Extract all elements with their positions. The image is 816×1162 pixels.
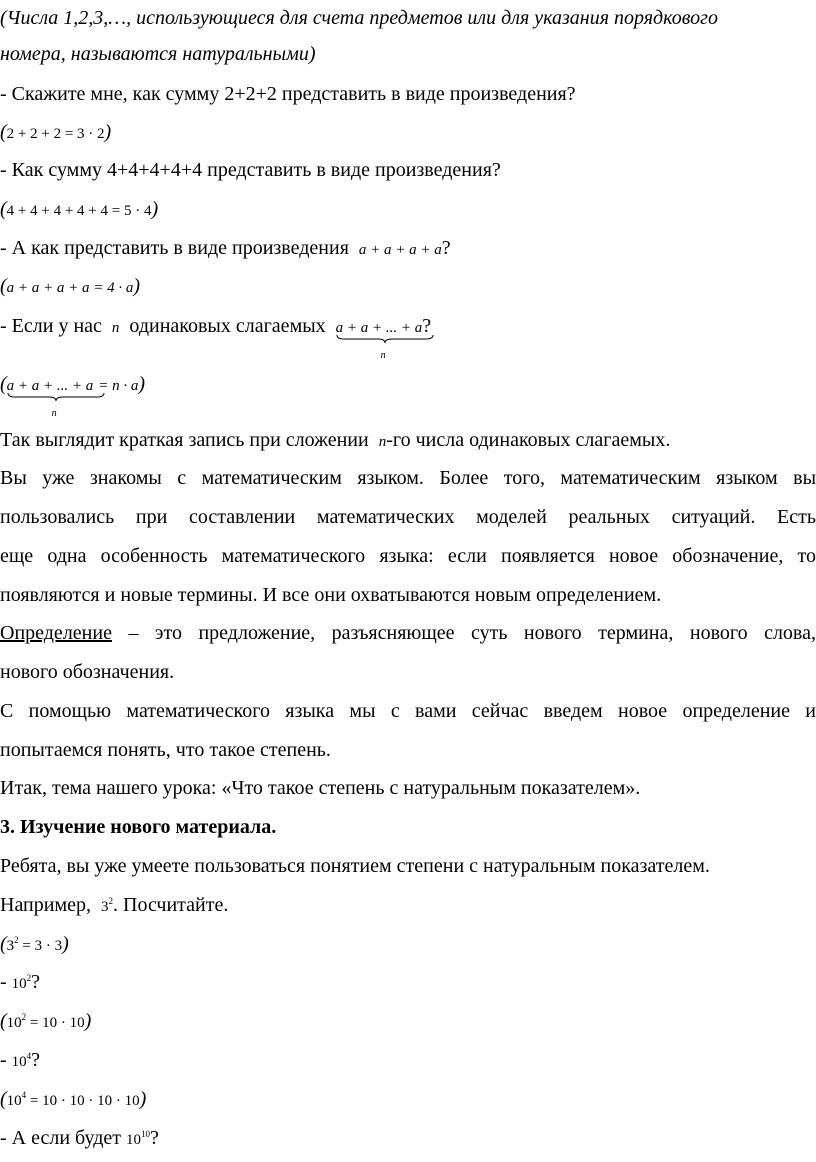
formula: $10^4$	[11, 1051, 32, 1070]
question-6: - $10^4$?	[0, 1049, 41, 1071]
formula: $10^2 = 10 \cdot 10$	[6, 1012, 85, 1031]
underbrace-icon	[336, 334, 434, 344]
paragraph-4-line-1: С помощью математического языка мы с вами сейчас введем новое определение и	[0, 700, 816, 722]
expansion-1: $(3^2 = 3 \cdot 3)$	[0, 933, 69, 955]
expansion-3: $(10^4 = 10 \cdot 10 \cdot 10 \cdot 10)$	[0, 1088, 147, 1110]
question-7: - А если будет $10^{10}$?	[0, 1127, 159, 1149]
question-4: - Если у нас n одинаковых слагаемых a + a + ... + a n ?	[0, 314, 431, 340]
formula: $10^4 = 10 \cdot 10 \cdot 10 \cdot 10$	[6, 1090, 140, 1109]
formula: $3^2 = 3 \cdot 3$	[6, 935, 63, 954]
paragraph-2-line-4: появляются и новые термины. И все они охватываются новым определением.	[0, 584, 662, 606]
paragraph-2-line-1: Вы уже знакомы с математическим языком. Более того, математическим языком вы	[0, 467, 816, 489]
intro-line-1: (Числа 1,2,3,…, использующиеся для счета предметов или для указания порядкового	[0, 7, 718, 29]
paragraph-1: Так выглядит краткая запись при сложении n-го числа одинаковых слагаемых.	[0, 429, 671, 451]
underbrace-icon	[7, 392, 105, 402]
formula: 2 + 2 + 2 = 3 · 2	[6, 126, 105, 142]
paragraph-2-line-2: пользовались при составлении математических моделей реальных ситуаций. Есть	[0, 506, 816, 528]
definition-line-1: Определение – это предложение, разъясняющее суть нового термина, нового слова,	[0, 622, 816, 644]
paragraph-6: Ребята, вы уже умеете пользоваться понятием степени с натуральным показателем.	[0, 855, 710, 877]
paragraph-2-line-3: еще одна особенность математического языка: если появляется новое обозначение, то	[0, 545, 816, 567]
answer-4: (a + a + ... + a n = n · a)	[0, 373, 146, 419]
expansion-2: $(10^2 = 10 \cdot 10)$	[0, 1010, 92, 1032]
formula: a + a + a + a = 4 · a	[6, 280, 134, 296]
paragraph-7: Например, $3^2$. Посчитайте.	[0, 894, 229, 916]
question-5: - $10^2$?	[0, 971, 41, 993]
underbrace-expression: a + a + ... + a n	[336, 314, 423, 340]
underbrace-expression: a + a + ... + a n	[7, 372, 94, 398]
formula: $10^{10}$	[126, 1129, 150, 1148]
answer-2: (4 + 4 + 4 + 4 + 4 = 5 · 4)	[0, 198, 159, 220]
paragraph-4-line-2: попытаемся понять, что такое степень.	[0, 739, 331, 761]
question-3: - А как представить в виде произведения a + a + a + a?	[0, 237, 451, 259]
definition-term: Определение	[0, 622, 112, 644]
formula: a + a + a + a	[358, 242, 442, 258]
lesson-topic: Итак, тема нашего урока: «Что такое степень с натуральным показателем».	[0, 777, 641, 799]
intro-line-2: номера, называются натуральными)	[0, 43, 316, 65]
definition-line-2: нового обозначения.	[0, 661, 175, 683]
question-1: - Скажите мне, как сумму 2+2+2 представить в виде произведения?	[0, 83, 576, 105]
section-heading: 3. Изучение нового материала.	[0, 816, 277, 838]
answer-3: (a + a + a + a = 4 · a)	[0, 275, 141, 297]
formula: $10^2$	[11, 973, 32, 992]
answer-1: (2 + 2 + 2 = 3 · 2)	[0, 121, 112, 143]
formula: $3^2$	[101, 896, 113, 915]
formula: 4 + 4 + 4 + 4 + 4 = 5 · 4	[6, 203, 152, 219]
question-2: - Как сумму 4+4+4+4+4 представить в виде произведения?	[0, 159, 501, 181]
